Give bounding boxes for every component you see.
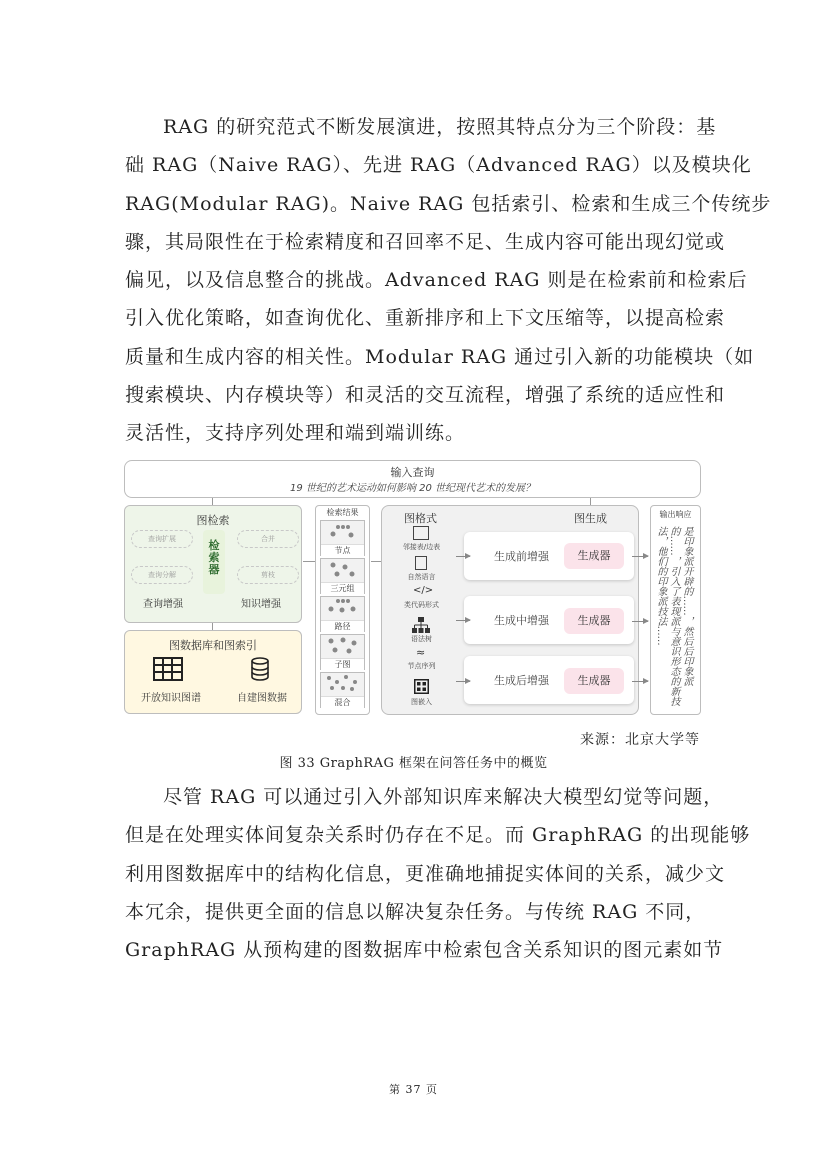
subgraph-dots-icon bbox=[321, 635, 364, 655]
tree-icon bbox=[412, 617, 430, 633]
sequence-icon: ≈ bbox=[416, 646, 426, 659]
query-enhance-label: 查询增强 bbox=[143, 599, 183, 610]
figure-source: 来源：北京大学等 bbox=[580, 732, 700, 748]
text-line: 利用图数据库中的结构化信息，更准确地捕捉实体间的关系，减少文 bbox=[125, 862, 726, 885]
pill-query-expansion: 查询扩展 bbox=[131, 530, 193, 548]
output-text: 是印象派开辟的……，然后后印象派的……，引入了表现派与意识形态的新技法，他们的印象派技法…… bbox=[655, 526, 692, 706]
code-icon: </> bbox=[413, 585, 434, 596]
embedding-grid-icon bbox=[414, 679, 429, 694]
table-icon bbox=[153, 657, 183, 681]
pill-query-decomposition: 查询分解 bbox=[131, 566, 193, 584]
text-line: 偏见，以及信息整合的挑战。Advanced RAG 则是在检索前和检索后 bbox=[125, 269, 748, 292]
open-kg-label: 开放知识图谱 bbox=[141, 693, 201, 704]
result-mixed bbox=[320, 672, 365, 708]
result-triple bbox=[320, 558, 365, 594]
database-icon bbox=[250, 657, 270, 681]
stage-pre-generation: 生成前增强 bbox=[494, 550, 549, 563]
input-query-box bbox=[124, 460, 701, 498]
graphrag-figure bbox=[124, 460, 701, 716]
text-line: GraphRAG 从预构建的图数据库中检索包含关系知识的图元素如节 bbox=[125, 939, 724, 962]
arrow-right-icon bbox=[303, 561, 315, 562]
pill-merge: 合并 bbox=[237, 530, 299, 548]
triple-dots-icon bbox=[321, 559, 364, 579]
arrow-right-icon bbox=[456, 620, 470, 621]
format-label: 自然语言 bbox=[407, 573, 436, 581]
document-icon bbox=[415, 556, 427, 570]
pill-prune: 剪枝 bbox=[237, 566, 299, 584]
text-line: 骤，其局限性在于检索精度和召回率不足、生成内容可能出现幻觉或 bbox=[125, 230, 726, 253]
stage-post-generation: 生成后增强 bbox=[494, 674, 549, 687]
paragraph-intro bbox=[125, 108, 772, 453]
graph-retrieval-box bbox=[124, 505, 302, 623]
figure-caption: 图 33 GraphRAG 框架在问答任务中的概览 bbox=[279, 756, 548, 771]
text-line: 但是在处理实体间复杂关系时仍存在不足。而 GraphRAG 的出现能够 bbox=[125, 824, 751, 847]
output-title: 输出响应 bbox=[659, 510, 692, 519]
text-line: 本冗余，提供更全面的信息以解决复杂任务。与传统 RAG 不同， bbox=[125, 900, 706, 923]
arrow-right-icon bbox=[632, 556, 648, 557]
page-number: 第 37 页 bbox=[389, 1083, 438, 1096]
format-label: 节点序列 bbox=[407, 662, 436, 670]
node-dots-icon bbox=[321, 521, 364, 541]
arrow-right-icon bbox=[456, 681, 470, 682]
text-line: 搜索模块、内存模块等）和灵活的交互流程，增强了系统的适应性和 bbox=[125, 384, 726, 407]
result-subgraph bbox=[320, 634, 365, 670]
stage-mid-generation: 生成中增强 bbox=[494, 614, 549, 627]
format-label: 语法树 bbox=[411, 635, 432, 643]
result-node bbox=[320, 520, 365, 556]
arrow-right-icon bbox=[456, 556, 470, 557]
self-built-label: 自建图数据 bbox=[237, 693, 287, 704]
generator-box: 生成器 bbox=[564, 668, 624, 694]
output-box bbox=[650, 505, 701, 715]
text-line: 灵活性，支持序列处理和端到端训练。 bbox=[125, 422, 466, 445]
text-line: 尽管 RAG 可以通过引入外部知识库来解决大模型幻觉等问题， bbox=[163, 786, 724, 808]
text-line: 引入优化策略，如查询优化、重新排序和上下文压缩等，以提高检索 bbox=[125, 307, 726, 330]
result-label: 混合 bbox=[321, 696, 364, 708]
text-line: 质量和生成内容的相关性。Modular RAG 通过引入新的功能模块（如 bbox=[125, 345, 755, 368]
result-label: 路径 bbox=[321, 620, 364, 632]
format-label: 图嵌入 bbox=[411, 698, 432, 706]
arrow-right-icon bbox=[371, 561, 381, 562]
results-title: 检索结果 bbox=[326, 508, 359, 517]
generator-box: 生成器 bbox=[564, 608, 624, 634]
grid-table-icon bbox=[413, 526, 429, 540]
retriever-label: 检索器 bbox=[208, 539, 220, 576]
text-line: RAG 的研究范式不断发展演进，按照其特点分为三个阶段：基 bbox=[163, 116, 717, 138]
knowledge-enhance-label: 知识增强 bbox=[241, 599, 281, 610]
text-line: RAG(Modular RAG)。Naive RAG 包括索引、检索和生成三个传统步 bbox=[125, 192, 772, 215]
graph-format-title: 图格式 bbox=[404, 512, 437, 525]
arrow-right-icon bbox=[632, 621, 648, 622]
result-label: 节点 bbox=[321, 544, 364, 556]
graph-db-title: 图数据库和图索引 bbox=[169, 639, 257, 652]
input-query-title: 输入查询 bbox=[390, 466, 435, 479]
text-line: 础 RAG（Naive RAG）、先进 RAG（Advanced RAG）以及模块化 bbox=[125, 154, 752, 177]
paragraph-graphrag bbox=[125, 778, 751, 969]
format-label: 邻接表/边表 bbox=[402, 543, 441, 551]
graph-generation-title: 图生成 bbox=[574, 512, 607, 525]
mixed-dots-icon bbox=[321, 673, 364, 693]
graph-db-box bbox=[124, 630, 302, 714]
arrow-right-icon bbox=[632, 681, 648, 682]
result-label: 三元组 bbox=[321, 582, 364, 594]
graph-retrieval-title: 图检索 bbox=[196, 514, 230, 527]
retriever-bar bbox=[203, 530, 225, 594]
input-query-text: 19 世纪的艺术运动如何影响 20 世纪现代艺术的发展？ bbox=[290, 483, 535, 494]
format-label: 类代码形式 bbox=[404, 601, 439, 609]
result-path bbox=[320, 596, 365, 632]
generator-box: 生成器 bbox=[564, 543, 624, 569]
result-label: 子图 bbox=[321, 658, 364, 670]
path-dots-icon bbox=[321, 597, 364, 617]
